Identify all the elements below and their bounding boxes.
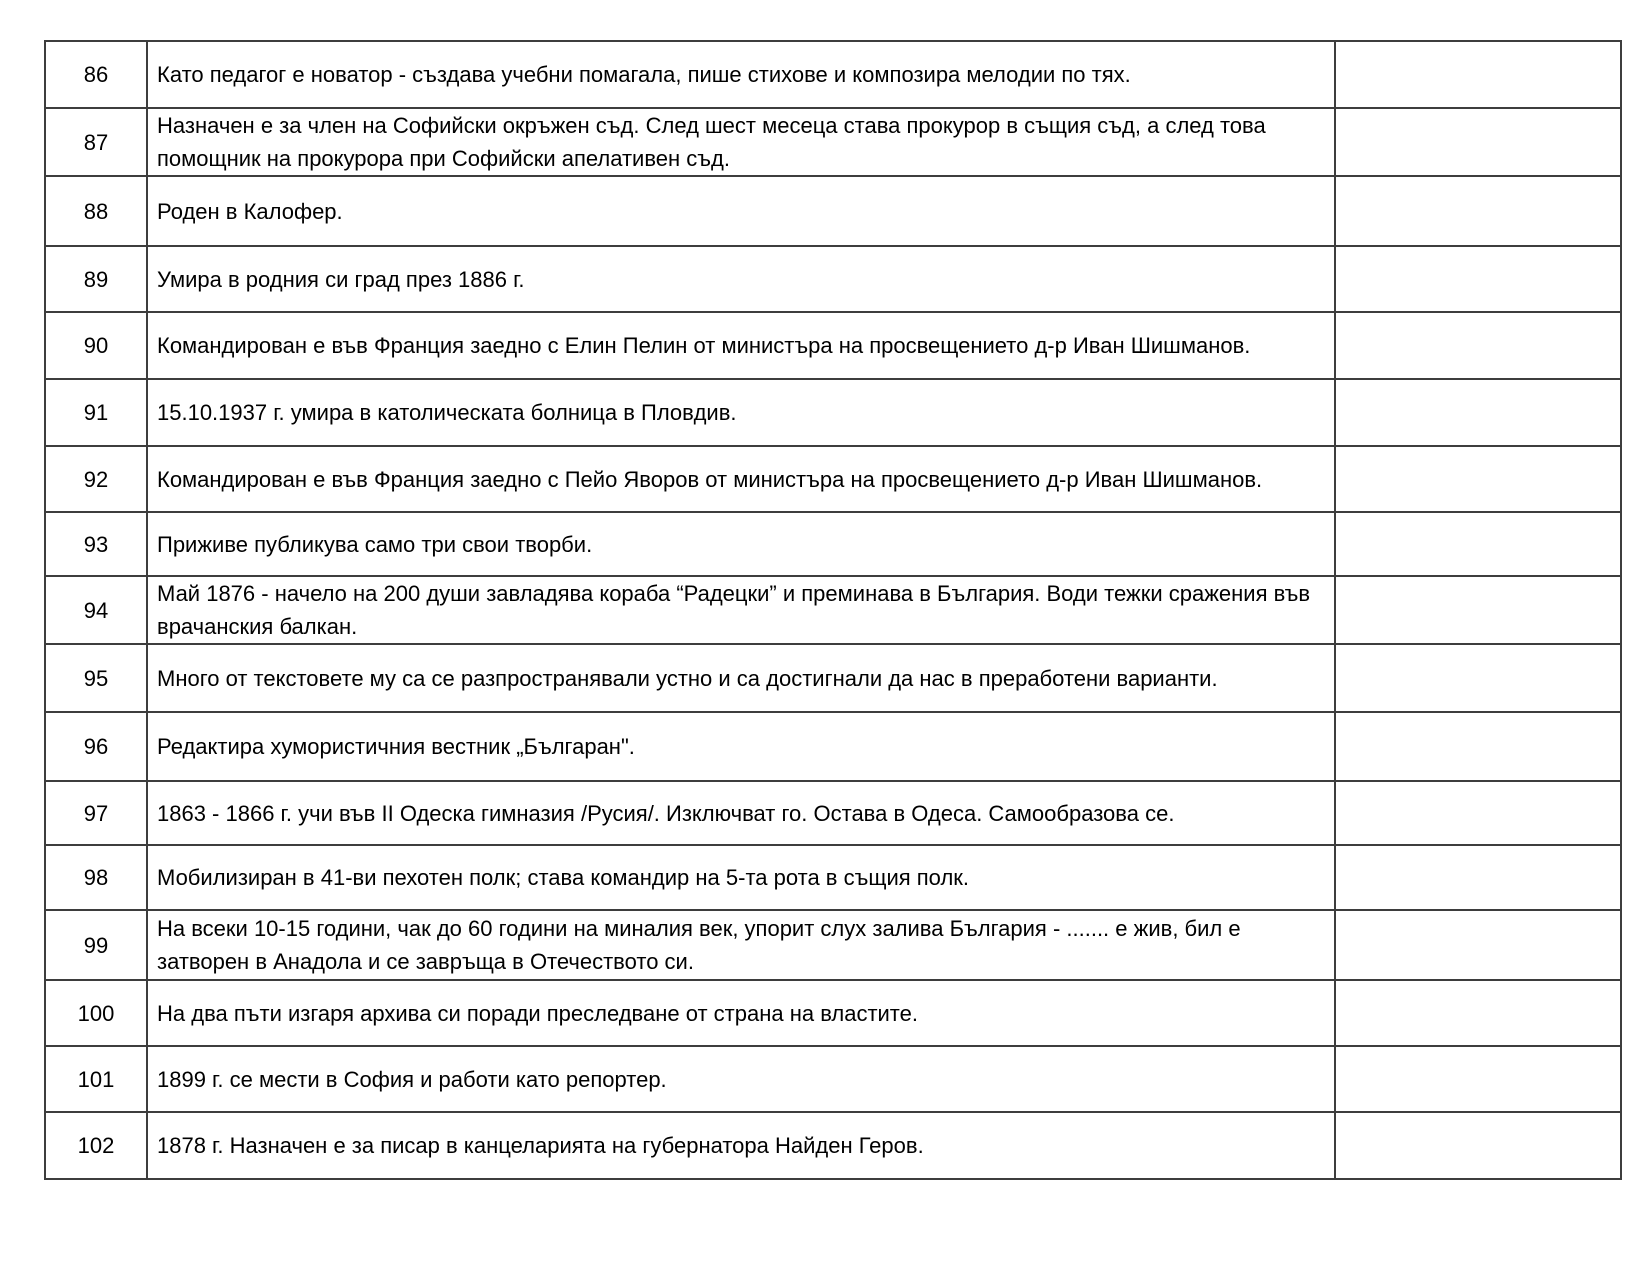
row-number-cell: 101 <box>45 1046 147 1112</box>
row-number-cell: 98 <box>45 845 147 910</box>
answer-cell <box>1335 781 1621 845</box>
row-number-cell: 96 <box>45 712 147 781</box>
clue-text-cell: 15.10.1937 г. умира в католическата болница в Пловдив. <box>147 379 1335 446</box>
table-row <box>45 980 1621 1046</box>
row-number-cell: 89 <box>45 246 147 312</box>
answer-cell <box>1335 176 1621 246</box>
answer-cell <box>1335 446 1621 512</box>
clue-text-cell: 1863 - 1866 г. учи във II Одеска гимназия /Русия/. Изключват го. Остава в Одеса. Самообразова се. <box>147 781 1335 845</box>
answer-cell <box>1335 312 1621 379</box>
row-number-cell: 87 <box>45 108 147 176</box>
table-row <box>45 712 1621 781</box>
table-row <box>45 576 1621 644</box>
table-row <box>45 644 1621 712</box>
quiz-table-container <box>44 40 1620 1180</box>
row-number-cell: 94 <box>45 576 147 644</box>
table-row <box>45 246 1621 312</box>
row-number-cell: 95 <box>45 644 147 712</box>
answer-cell <box>1335 512 1621 576</box>
table-row <box>45 312 1621 379</box>
row-number-cell: 97 <box>45 781 147 845</box>
clue-text-cell: Май 1876 - начело на 200 души завладява кораба “Радецки” и преминава в България. Води тежки сражения във врачанския балкан. <box>147 576 1335 644</box>
row-number-cell: 99 <box>45 910 147 980</box>
clue-text-cell: Командирован е във Франция заедно с Пейо Яворов от министъра на просвещението д-р Иван Шишманов. <box>147 446 1335 512</box>
answer-cell <box>1335 41 1621 108</box>
clue-text-cell: Умира в родния си град през 1886 г. <box>147 246 1335 312</box>
answer-cell <box>1335 910 1621 980</box>
row-number-cell: 100 <box>45 980 147 1046</box>
table-row <box>45 781 1621 845</box>
clue-text-cell: Мобилизиран в 41-ви пехотен полк; става командир на 5-та рота в същия полк. <box>147 845 1335 910</box>
table-row <box>45 910 1621 980</box>
table-row <box>45 512 1621 576</box>
quiz-table-body <box>45 41 1621 1179</box>
answer-cell <box>1335 644 1621 712</box>
row-number-cell: 90 <box>45 312 147 379</box>
clue-text-cell: Приживе публикува само три свои творби. <box>147 512 1335 576</box>
row-number-cell: 93 <box>45 512 147 576</box>
table-row <box>45 176 1621 246</box>
clue-text-cell: Роден в Калофер. <box>147 176 1335 246</box>
table-row <box>45 41 1621 108</box>
clue-text-cell: На всеки 10-15 години, чак до 60 години на миналия век, упорит слух залива България - ....... е жив, бил е затворен в Анадола и се завръща в Отечеството си. <box>147 910 1335 980</box>
table-row <box>45 108 1621 176</box>
answer-cell <box>1335 1112 1621 1179</box>
clue-text-cell: 1878 г. Назначен е за писар в канцеларията на губернатора Найден Геров. <box>147 1112 1335 1179</box>
answer-cell <box>1335 576 1621 644</box>
table-row <box>45 845 1621 910</box>
answer-cell <box>1335 108 1621 176</box>
answer-cell <box>1335 980 1621 1046</box>
answer-cell <box>1335 712 1621 781</box>
clue-text-cell: 1899 г. се мести в София и работи като репортер. <box>147 1046 1335 1112</box>
clue-text-cell: Много от текстовете му са се разпространявали устно и са достигнали да нас в преработени варианти. <box>147 644 1335 712</box>
table-row <box>45 379 1621 446</box>
table-row <box>45 446 1621 512</box>
table-row <box>45 1046 1621 1112</box>
answer-cell <box>1335 845 1621 910</box>
clue-text-cell: Редактира хумористичния вестник „Българан". <box>147 712 1335 781</box>
clue-text-cell: Като педагог е новатор - създава учебни помагала, пише стихове и композира мелодии по тях. <box>147 41 1335 108</box>
row-number-cell: 86 <box>45 41 147 108</box>
answer-cell <box>1335 379 1621 446</box>
row-number-cell: 92 <box>45 446 147 512</box>
answer-cell <box>1335 246 1621 312</box>
clue-text-cell: Командирован е във Франция заедно с Елин Пелин от министъра на просвещението д-р Иван Шишманов. <box>147 312 1335 379</box>
table-row <box>45 1112 1621 1179</box>
clue-text-cell: На два пъти изгаря архива си поради преследване от страна на властите. <box>147 980 1335 1046</box>
row-number-cell: 91 <box>45 379 147 446</box>
clue-text-cell: Назначен е за член на Софийски окръжен съд. След шест месеца става прокурор в същия съд, а след това помощник на прокурора при Софийски апелативен съд. <box>147 108 1335 176</box>
row-number-cell: 102 <box>45 1112 147 1179</box>
row-number-cell: 88 <box>45 176 147 246</box>
quiz-table <box>44 40 1622 1180</box>
answer-cell <box>1335 1046 1621 1112</box>
